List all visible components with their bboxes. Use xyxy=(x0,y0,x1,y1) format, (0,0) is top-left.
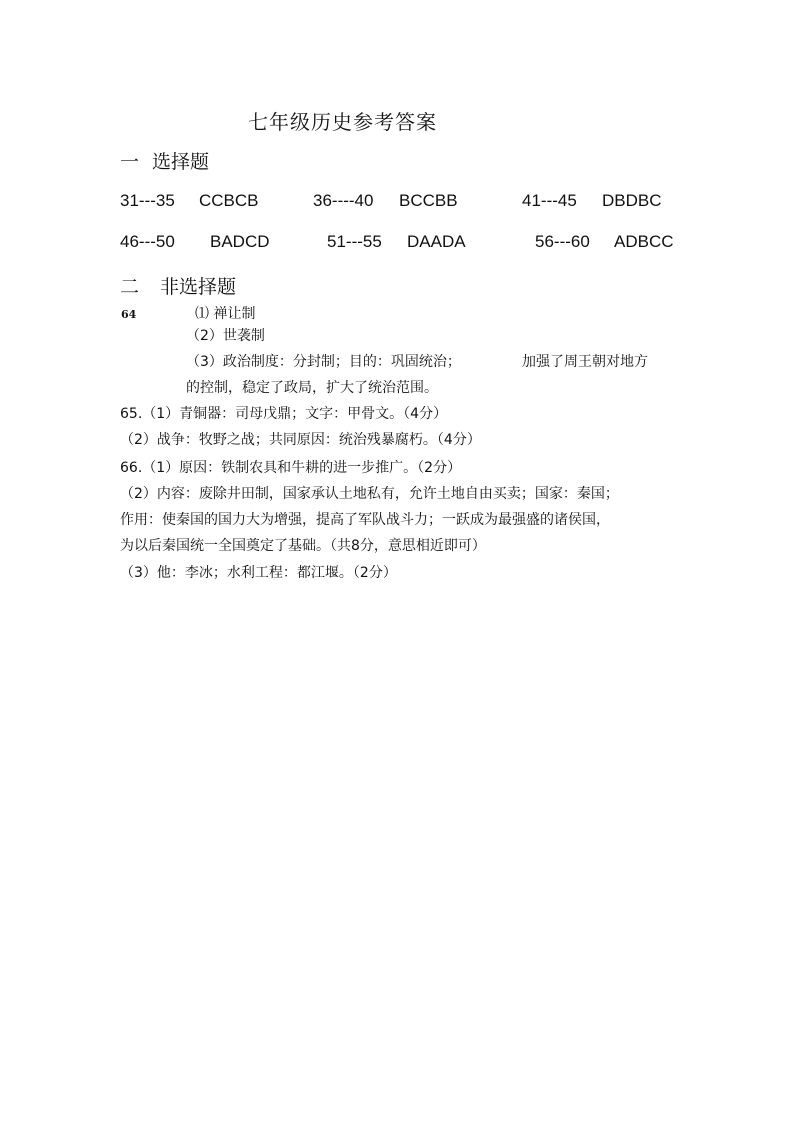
mc-range: 51---55 xyxy=(327,232,382,251)
answer-line: （2）世袭制 xyxy=(186,328,265,344)
answer-line: 作用：使秦国的国力大为增强，提高了军队战斗力；一跃成为最强盛的诸侯国， xyxy=(120,512,610,528)
mc-group xyxy=(120,232,175,252)
mc-group xyxy=(522,191,577,211)
mc-group xyxy=(120,191,175,211)
mc-answers: DBDBC xyxy=(602,191,662,210)
section-number: 二 xyxy=(120,276,140,298)
answer-line: ⑴ 禅让制 xyxy=(195,306,256,322)
answer-line: 66.（1）原因：铁制农具和牛耕的进一步推广。（2分） xyxy=(120,460,462,476)
answer-line: 加强了周王朝对地方 xyxy=(522,354,648,370)
answer-line: （3）政治制度：分封制；目的：巩固统治； xyxy=(186,354,461,370)
section-label: 非选择题 xyxy=(160,276,237,298)
answer-line: （2）战争：牧野之战；共同原因：统治残暴腐朽。（4分） xyxy=(120,432,481,448)
section-heading-choice xyxy=(120,147,209,174)
section-label: 选择题 xyxy=(152,151,210,173)
answer-line: 为以后秦国统一全国奠定了基础。（共8分，意思相近即可） xyxy=(120,538,486,554)
question-number: 64 xyxy=(121,308,137,321)
section-number: 一 xyxy=(120,151,140,173)
mc-range: 56---60 xyxy=(535,232,590,251)
mc-answers: ADBCC xyxy=(614,232,674,251)
mc-range: 31---35 xyxy=(120,191,175,210)
answer-line: （3）他：李冰；水利工程：都江堰。（2分） xyxy=(120,565,397,581)
answer-line: 65.（1）青铜器：司母戊鼎；文字：甲骨文。（4分） xyxy=(120,406,448,422)
section-heading-nonchoice xyxy=(120,272,236,299)
mc-answers: CCBCB xyxy=(199,191,259,210)
mc-range: 36----40 xyxy=(313,191,374,210)
mc-group xyxy=(327,232,382,252)
mc-answers: BCCBB xyxy=(399,191,458,210)
mc-group xyxy=(313,191,373,211)
mc-answers: BADCD xyxy=(210,232,270,251)
mc-group xyxy=(535,232,590,252)
mc-range: 41---45 xyxy=(522,191,577,210)
answer-line: 的控制，稳定了政局，扩大了统治范围。 xyxy=(186,380,438,396)
mc-range: 46---50 xyxy=(120,232,175,251)
page-title: 七年级历史参考答案 xyxy=(248,110,437,134)
mc-answers: DAADA xyxy=(407,232,466,251)
answer-line: （2）内容：废除井田制，国家承认土地私有，允许土地自由买卖；国家：秦国； xyxy=(120,486,619,502)
